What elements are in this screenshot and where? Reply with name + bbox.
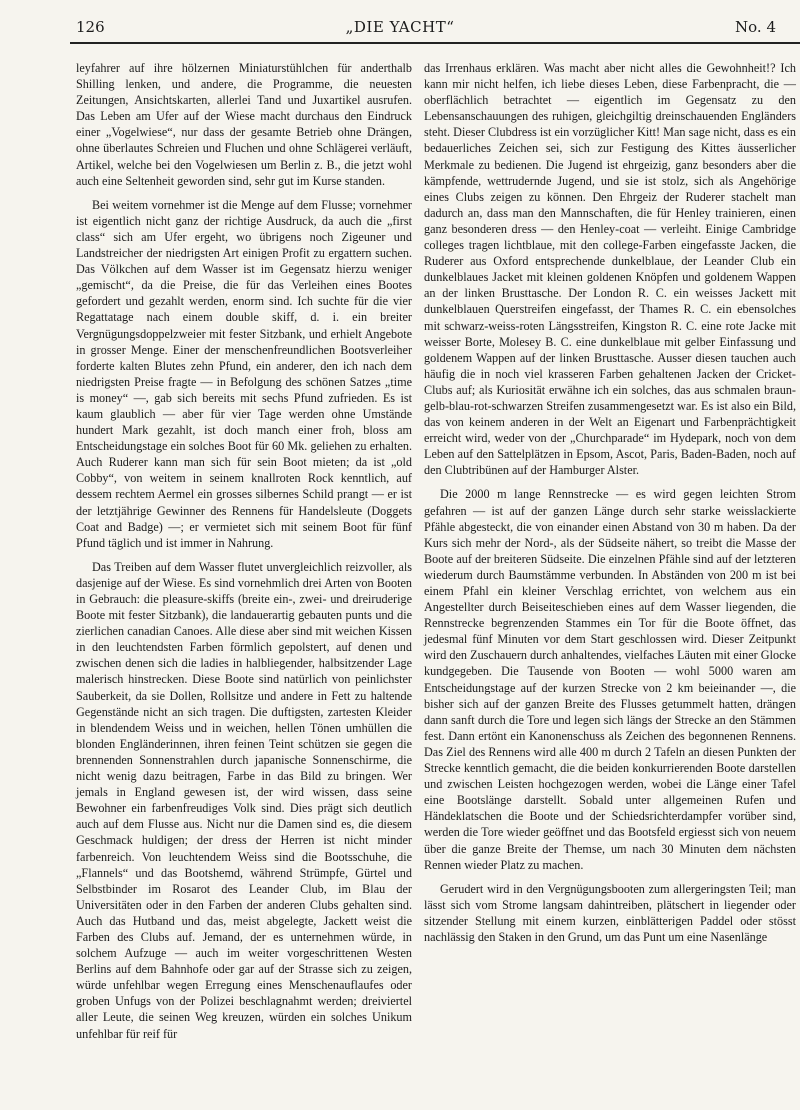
paragraph: Das Treiben auf dem Wasser flutet unvergleichlich reizvoller, als dasjenige auf der Wiese. Es sind vornehmlich drei Arten von Booten in Gebrauch: die pleasure-skiffs (breite ein-, zwei- und dreiruderige Boote mit fester Sitzbank), die landauerartig gebauten punts und die zierlichen canadian Canoes. Alle diese aber sind mit weichen Kissen in den leuchtendsten Farben förmlich gepolstert, auf denen und zwischen denen sich die ladies in halbliegender, halbsitzender Lage malerisch hinstrecken. Diese Boote sind natürlich von peinlichster Sauberkeit, da sie Dollen, Rollsitze und andere in Fett zu haltende Gegenstände nicht an sich tragen. Die duftigsten, zartesten Kleider in blendendem Weiss und in weichen, hellen Tönen umhüllen die blonden Engländerinnen, ihren feinen Teint schützen sie gegen die brennenden Sonnenstrahlen durch japanische Sonnenschirme, die nicht wenig dazu beitragen, Farbe in das Bild zu bringen. Wer jemals in England gewesen ist, der wird wissen, dass seine Bewohner ein farbenfreudiges Volk sind. Dies prägt sich deutlich auch auf dem Flusse aus. Nicht nur die Damen sind es, die diesem Geschmack huldigen; der dress der Herren ist nicht minder farbenreich. Von leuchtendem Weiss sind die Bootsschuhe, die „Flannels“ und das Bootshemd, während Strümpfe, Gürtel und Selbstbinder im Rosarot des Leander Club, im Blau der Universitäten oder in den Farben der anderen Clubs gehalten sind. Auch das Hutband und das, meist abgelegte, Jackett weist die Farben des Clubs auf. Jemand, der es unternehmen würde, in solchem Aufzuge — auch im weiter vorgeschrittenen Westen Berlins auf dem Bahnhofe oder gar auf der Strasse sich zu zeigen, würde unfehlbar wegen Erregung eines Menschenauflaufes oder groben Unfugs von der Polizei beschlagnahmt werden; dreiviertel aller Leute, die seinen Weg kreuzen, würden ein solches Unikum unfehlbar für reif für: [76, 559, 412, 1041]
page-number: 126: [76, 18, 105, 36]
paragraph: Bei weitem vornehmer ist die Menge auf dem Flusse; vornehmer ist eigentlich nicht ganz der richtige Ausdruck, da auch die „first class“ sich am Ufer ergeht, wo übrigens noch Zigeuner und Landstreicher der niedrigsten Art einigen Profit zu ergattern suchen. Das Völkchen auf dem Wasser ist im Gegensatz hierzu weniger „gemischt“, da die Preise, die für das Verleihen eines Bootes gefordert und gezahlt werden, enorm sind. Ich suchte für die vier Regattatage nach einem double skiff, d. i. ein breiter Vergnügungsdoppelzweier mit fester Sitzbank, und erhielt Angebote in grosser Menge. Einer der menschenfreundlichen Bootsverleiher forderte kalten Blutes zehn Pfund, ein anderer, den ich nach dem niedrigsten Preise fragte — in Befolgung des schönen Satzes „time is money“ —, gab sich bereits mit sechs Pfund zufrieden. Es ist kaum glaublich — aber für vier Tage werden ohne Umstände hundert Mark gezahlt, ist doch manch einer froh, bloss am Entscheidungstage ein solches Boot für 60 Mk. geliehen zu erhalten. Auch Ruderer kann man sich für sein Boot mieten; da ist „old Cobby“, von weitem in seinem knallroten Rock kenntlich, auf dessem rechtem Aermel ein grosses silbernes Schild prangt — er ist der letztjährige Gewinner des Rennens für Handelsleute (Doggets Coat and Badge) —; er vermietet sich mit seinem Boot für fünf Pfund täglich und ist immer in Nahrung.: [76, 197, 412, 550]
paragraph: leyfahrer auf ihre hölzernen Miniaturstühlchen für anderthalb Shilling lenken, und andere, die Programme, die neuesten Zeitungen, Ansichtskarten, allerlei Tand und Juxartikel ausrufen. Das Leben am Ufer auf der Wiese macht durchaus den Eindruck einer „Vogelwiese“, nur dass der gesamte Betrieb ohne Drängen, ohne überlautes Schreien und Fluchen und ohne Schlägerei verläuft, Artikel, welche bei den Vogelwiesen um Berlin z. B., die jetzt wohl auch eine Seltenheit geworden sind, sehr gut im Kurse standen.: [76, 61, 412, 188]
page-header: [0, 0, 800, 40]
paragraph: Die 2000 m lange Rennstrecke — es wird gegen leichten Strom gefahren — ist auf der ganzen Länge durch sehr starke weisslackierte Pfähle abgesteckt, die von einander einen Abstand von 30 m haben. Da der Kurs sich mehr der Nord-, als der Südseite nähert, so treibt die Masse der Boote auf der breiteren Südseite. Die einzelnen Pfähle sind auf der letzteren wiederum durch Baumstämme verbunden. In Abständen von 200 m ist bei einem Pfahl ein kleiner Verschlag errichtet, von welchem aus ein Angestellter durch Beiseiteschieben eines auf dem Wasser liegenden, die Rennstrecke begrenzenden Stammes ein Tor für die Boote öffnet, das jedesmal fünf Minuten vor dem Start geschlossen wird. Dieser Zeitpunkt wird den Zuschauern durch anhaltendes, vielfaches Läuten mit einer Glocke kundgegeben. Die Tausende von Booten — wohl 5000 waren am Entscheidungstage auf der kurzen Strecke von 2 km beieinander —, die bisher sich auf der ganzen Breite des Flusses getummelt hatten, drängen dann sanft durch die Tore und legen sich längs der Strecke an den Stämmen fest. Dann ertönt ein Kanonenschuss als Zeichen des begonnenen Rennens. Das Ziel des Rennens wird alle 400 m durch 2 Tafeln an diesen Punkten der Strecke kenntlich gemacht, die die beiden konkurrierenden Boote darstellen und zwischen Leisten hochgezogen werden, wobei die Länge einer Tafel eine Bootslänge darstellt. Sobald unter allgemeinen Rufen und Händeklatschen die Boote und der Schiedsrichterdampfer vorüber sind, werden die Tore wieder geöffnet und das Bootsfeld ergiesst sich von neuem über die ganze Breite der Themse, um nach 30 Minuten dem nächsten Rennen wieder Platz zu machen.: [424, 487, 796, 872]
right-column: [424, 60, 796, 945]
paragraph: Gerudert wird in den Vergnügungsbooten zum allergeringsten Teil; man lässt sich vom Strome langsam dahintreiben, plätschert in liegender oder sitzender Stellung mit einem kurzen, einblätterigen Paddel oder stösst nachlässig den Staken in den Grund, um das Punt um eine Nasenlänge: [424, 881, 796, 944]
left-column: [76, 60, 412, 1042]
header-rule: [70, 42, 800, 44]
paragraph: das Irrenhaus erklären. Was macht aber nicht alles die Gewohnheit!? Ich kann mir nicht helfen, ich liebe dieses Leben, diese Farbenpracht, die — oberflächlich betrachtet — eigentlich im Gegensatz zu den Lebensanschauungen des ruhigen, gleichgiltig dreinschauenden Engländers steht. Dieser Clubdress ist ein vorzüglicher Kitt! Man sage nicht, dass es ein bedauerliches Zeichen sei, sich zur Festigung des Kittes äusserlicher Merkmale zu bedienen. Die Jugend ist ehrgeizig, ganz besonders aber die kämpfende, wettrudernde Jugend, und sie ist stolz, sich als Angehörige eines Clubs zeigen zu können. Den Ehrgeiz der Ruderer stachelt man dadurch an, dass man den Mannschaften, die für Henley trainieren, einen ganz besonderen dress — den Henley-coat — verleiht. Einige Cambridge colleges tragen lichtblaue, mit den college-Farben eingefasste Jacken, die Ruderer aus Oxford entsprechende dunkelblaue, der Leander Club ein dunkelblaues Jacket mit kleinen goldenen Knöpfen und goldenem Wappen an der linken Brusttasche. Der London R. C. ein weisses Jackett mit dunkelblauen Querstreifen eingefasst, der Thames R. C. ein ebensolches mit schwarz-weiss-roten Längsstreifen, Kingston R. C. eine rote Jacke mit weisser Borte, Molesey B. C. eine dunkelblaue mit gelber Einfassung und goldenem Wappen auf der linken Brusttasche. Ausser diesen tauchen auch häufig die in noch viel krasseren Farben gehaltenen Jacken der Cricket-Clubs auf; als Kuriosität erwähne ich ein solches, das aus schmalen braun-gelb-blau-rot-schwarzen Streifen zusammengesetzt war. Es ist also ein Bild, das von keinem anderen in der Welt an Eigenart und Farbenprächtigkeit erreicht wird, weder von der „Churchparade“ im Hydepark, noch von dem Leben auf den Sattelplätzen in Epsom, Ascot, Paris, Baden-Baden, noch auf den Clubtribünen auf der Hamburger Alster.: [424, 61, 796, 478]
issue-number: No. 4: [735, 18, 776, 36]
journal-title: „DIE YACHT“: [345, 18, 455, 36]
